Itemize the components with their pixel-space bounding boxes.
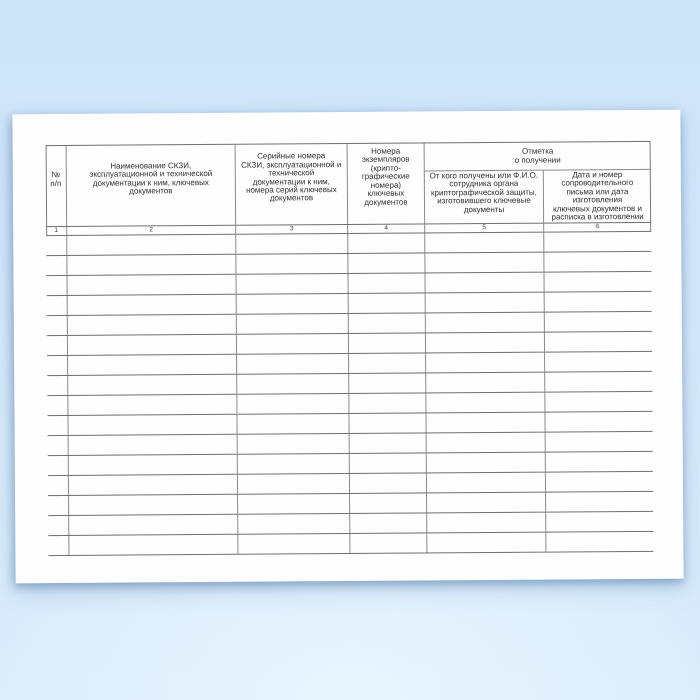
column-header-received-from: От кого получены или Ф.И.О. сотрудника органа криптографической защиты, изготовившего ключевые документы <box>425 171 544 224</box>
table-cell <box>69 495 238 515</box>
table-cell <box>69 435 238 455</box>
table-cell <box>546 512 653 532</box>
table-cell <box>238 454 350 474</box>
table-cell <box>350 493 427 513</box>
table-cell <box>427 493 546 513</box>
table-cell <box>546 432 653 452</box>
table-cell <box>47 376 68 395</box>
table-cell <box>545 352 652 372</box>
table-right-border <box>650 141 652 232</box>
table-cell <box>48 536 69 555</box>
table-cell <box>427 473 546 493</box>
table-cell <box>238 514 350 534</box>
table-cell <box>349 353 426 373</box>
table-cell <box>426 393 545 413</box>
table-cell <box>544 252 651 272</box>
document-page <box>12 110 683 584</box>
table-cell <box>68 415 237 435</box>
table-cell <box>48 456 69 475</box>
table-cell <box>350 453 427 473</box>
table-cell <box>426 293 545 313</box>
table-cell <box>546 492 653 512</box>
table-cell <box>427 513 546 533</box>
table-cell <box>348 273 425 293</box>
table-cell <box>426 373 545 393</box>
table-body <box>46 232 653 556</box>
column-number-cell: 1 <box>46 227 67 235</box>
table-cell <box>545 372 652 392</box>
table-cell <box>69 535 238 555</box>
table-cell <box>236 254 348 274</box>
table-cell <box>545 292 652 312</box>
table-cell <box>545 332 652 352</box>
table-cell <box>237 334 349 354</box>
table-cell <box>425 273 544 293</box>
table-cell <box>68 275 237 295</box>
table-cell <box>545 312 652 332</box>
table-cell <box>544 232 651 252</box>
table-cell <box>236 274 348 294</box>
table-cell <box>237 414 349 434</box>
table-cell <box>349 333 426 353</box>
table-cell <box>69 475 238 495</box>
table-cell <box>237 294 349 314</box>
table-cell <box>69 515 238 535</box>
column-header-serial-numbers: Серийные номера СКЗИ, эксплуатационной и технической документации к ним, номера серий ключевых документов <box>236 144 349 225</box>
column-header-skzi-name: Наименование СКЗИ, эксплуатационной и технической документации к ним, ключевых документов <box>67 145 237 226</box>
table-cell <box>426 313 545 333</box>
table-cell <box>48 476 69 495</box>
table-cell <box>67 235 236 255</box>
table-cell <box>350 473 427 493</box>
table-cell <box>546 532 653 552</box>
table-cell <box>237 354 349 374</box>
table-cell <box>68 315 237 335</box>
table-cell <box>237 394 349 414</box>
table-cell <box>426 413 545 433</box>
table-cell <box>237 314 349 334</box>
table-cell <box>238 534 350 554</box>
table-cell <box>69 455 238 475</box>
table-cell <box>68 335 237 355</box>
table-cell <box>48 516 69 535</box>
table-cell <box>349 313 426 333</box>
table-cell <box>545 412 652 432</box>
column-header-copy-numbers: Номера экземпляров (крипто- графические номера) ключевых документов <box>348 143 426 224</box>
table-cell <box>425 233 544 253</box>
table-cell <box>46 236 67 255</box>
group-subcolumns <box>425 170 651 224</box>
table-cell <box>348 233 425 253</box>
group-header-receipt-mark-label: Отметка о получении <box>425 142 651 172</box>
column-header-date-and-number: Дата и номер сопроводительного письма или дата изготовления ключевых документов и расписка в изготовлении <box>551 170 644 222</box>
column-number-cell: 4 <box>348 224 425 233</box>
table-cell <box>350 533 427 553</box>
table-cell <box>349 393 426 413</box>
table-cell <box>47 316 68 335</box>
table-cell <box>427 533 546 553</box>
group-header-receipt-mark <box>425 142 652 224</box>
table-cell <box>350 513 427 533</box>
table-cell <box>47 296 68 315</box>
table-cell <box>67 255 236 275</box>
table-cell <box>426 353 545 373</box>
table-cell <box>425 253 544 273</box>
table-cell <box>47 416 68 435</box>
table-row <box>48 532 653 556</box>
table-cell <box>236 234 348 254</box>
table-cell <box>350 433 427 453</box>
table-cell <box>238 494 350 514</box>
table-cell <box>427 453 546 473</box>
table-cell <box>545 392 652 412</box>
table-cell <box>48 436 69 455</box>
table-cell <box>426 333 545 353</box>
table-cell <box>68 355 237 375</box>
table-cell <box>47 396 68 415</box>
table-cell <box>68 295 237 315</box>
table-cell <box>349 373 426 393</box>
table-cell <box>349 293 426 313</box>
table-cell <box>238 474 350 494</box>
column-number-cell: 2 <box>67 226 236 235</box>
table-cell <box>47 336 68 355</box>
table-cell <box>348 253 425 273</box>
column-number-cell: 3 <box>236 225 348 234</box>
table-cell <box>349 413 426 433</box>
table-cell <box>546 452 653 472</box>
table-cell <box>46 256 67 275</box>
table-cell <box>48 496 69 515</box>
table-cell <box>68 395 237 415</box>
table-cell <box>47 276 68 295</box>
table-cell <box>68 375 237 395</box>
table-cell <box>47 356 68 375</box>
column-number-cell: 5 <box>425 224 544 233</box>
table-header-row <box>46 141 652 226</box>
journal-table <box>46 141 654 556</box>
table-cell <box>544 272 651 292</box>
table-cell <box>237 374 349 394</box>
column-number-cell: 6 <box>595 223 600 231</box>
table-cell <box>427 433 546 453</box>
table-cell <box>546 472 653 492</box>
table-cell <box>238 434 350 454</box>
column-header-no: № п/п <box>46 146 68 226</box>
